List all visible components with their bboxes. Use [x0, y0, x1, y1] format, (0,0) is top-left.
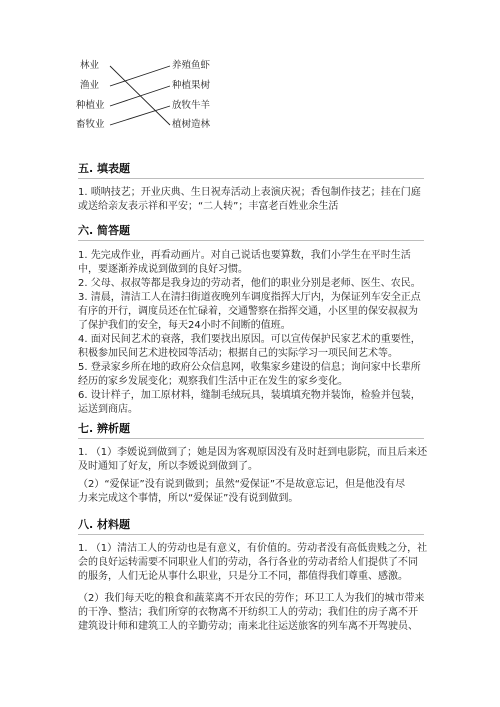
answer-paragraph: [78, 446, 428, 474]
section-divider: [78, 178, 424, 179]
text-line: 有序的开行，调度员还在忙碌着，交通警察在指挥交通，小区里的保安叔叔为: [78, 306, 418, 317]
match-right-item: 养殖鱼虾: [172, 60, 211, 71]
match-left-item: 畜牧业: [76, 119, 105, 130]
text-line: （2）“爱保证”没有说到做到；虽然“爱保证”不是故意忘记，但是他没有尽: [78, 479, 406, 490]
text-line: 了保护我们的安全，每天24小时不间断的值班。: [78, 320, 291, 331]
text-line: （2）我们每天吃的粮食和蔬菜离不开农民的劳作；环卫工人为我们的城市带来: [78, 593, 425, 604]
text-line: 运送到商店。: [78, 404, 138, 415]
match-right-item: 植树造林: [172, 119, 211, 130]
text-line: 3. 清晨，清洁工人在清扫街道夜晚列车调度指挥大厅内，为保证列车安全正点: [78, 292, 421, 303]
section-title-material: 八. 材料题: [78, 518, 131, 531]
text-line: 2. 父母、叔叔等都是我身边的劳动者，他们的职业分别是老师、医生、农民。: [78, 278, 421, 289]
answer-paragraph: [78, 186, 424, 214]
section-title-judge: 七. 辨析题: [78, 422, 131, 435]
match-line-husbandry: [110, 106, 170, 125]
text-line: 或送给亲友表示祥和平安；“二人转”；丰富老百姓业余生活: [78, 201, 339, 212]
text-line: 的干净、整洁；我们所穿的衣物离不开纺织工人的劳动；我们住的房子离不开: [78, 607, 418, 618]
text-line: 1. 先完成作业，再看动画片。对自己说话也要算数，我们小学生在平时生活: [78, 250, 411, 261]
text-line: 及时通知了好友，所以李媛说到做到了。: [78, 461, 258, 472]
section-divider: [78, 438, 424, 439]
section-title-short: 六. 简答题: [78, 224, 131, 237]
answer-paragraph: [78, 478, 424, 506]
text-line: 力来完成这个事情，所以“爱保证”没有说到做到。: [78, 493, 299, 504]
text-line: 会的良好运转需要不同职业人们的劳动，各行各业的劳动者给人们提供了不同: [78, 557, 418, 568]
match-left-item: 林业: [80, 60, 100, 71]
section-divider: [78, 534, 424, 535]
section-divider: [78, 240, 424, 241]
text-line: 的服务，人们无论从事什么职业，只是分工不同，都值得我们尊重、感激。: [78, 571, 408, 582]
match-right-item: 放牧牛羊: [172, 100, 211, 111]
match-line-fishery: [110, 66, 170, 86]
section-title-fill: 五. 填表题: [78, 162, 131, 175]
answer-paragraph: [78, 249, 424, 417]
text-line: 6. 设计样子，加工原材料，缝制毛绒玩具，装填填充物并装饰，检验并包装，: [78, 390, 421, 401]
answer-paragraph: [78, 542, 428, 584]
text-line: 5. 登录家乡所在地的政府公众信息网，收集家乡建设的信息；询问家中长辈所: [78, 362, 421, 373]
match-line-planting: [110, 86, 170, 106]
text-line: 1. （1）清洁工人的劳动也是有意义，有价值的。劳动者没有高低贵贱之分，社: [78, 543, 428, 554]
answer-paragraph: [78, 592, 424, 634]
text-line: 积极参加民间艺术进校园等活动；根据自己的实际学习一项民间艺术等。: [78, 348, 398, 359]
text-line: 4. 面对民间艺术的衰落，我们要找出原因。可以宣传保护民家艺术的重要性，: [78, 334, 421, 345]
match-right-item: 种植果树: [172, 80, 211, 91]
text-line: 1. （1）李媛说到做到了；她是因为客观原因没有及时赶到电影院，而且后来还: [78, 447, 428, 458]
match-line-forestry: [110, 66, 170, 125]
text-line: 中，要逐渐养成说到做到的良好习惯。: [78, 264, 248, 275]
match-left-item: 种植业: [76, 100, 105, 111]
match-left-item: 渔业: [80, 80, 100, 91]
text-line: 建筑设计师和建筑工人的辛勤劳动；南来北往运送旅客的列车离不开驾驶员、: [78, 621, 418, 632]
matching-diagram: [70, 52, 250, 142]
text-line: 经历的家乡发展变化；观察我们生活中正在发生的家乡变化。: [78, 376, 348, 387]
text-line: 1. 唢呐技艺；开业庆典、生日祝寿活动上表演庆祝；香包制作技艺；挂在门庭: [78, 187, 421, 198]
